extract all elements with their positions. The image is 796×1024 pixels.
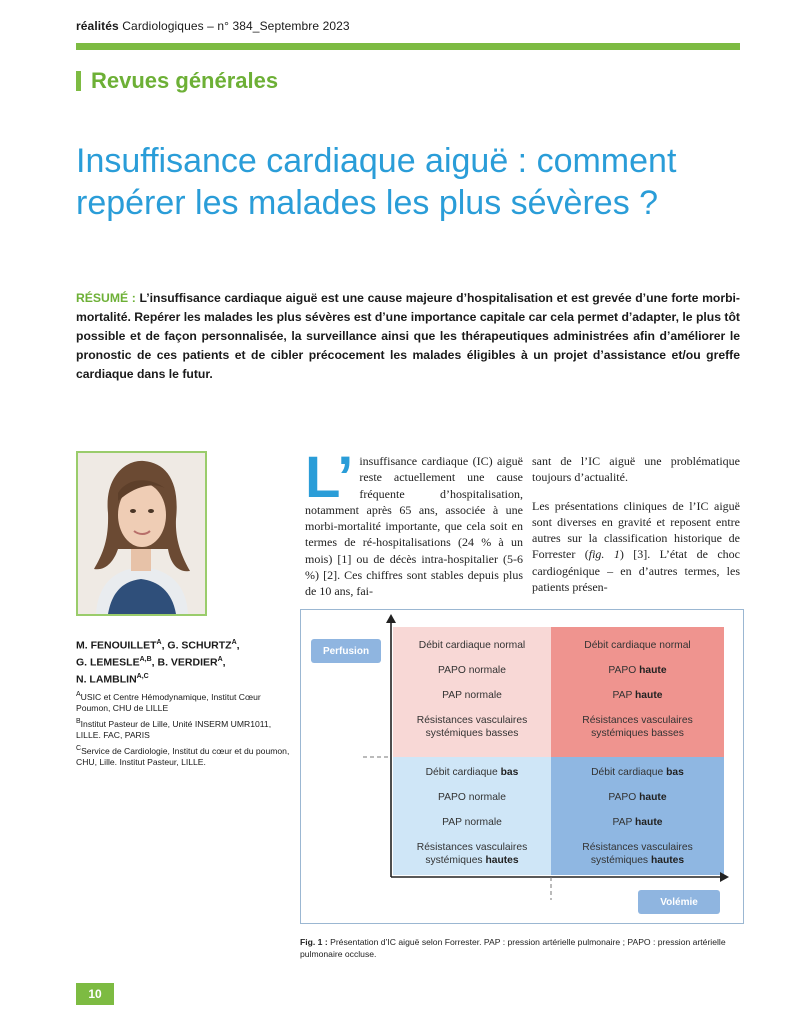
- body-text: ) [3]. L’état de choc cardiogénique – en d’autres termes, les patients présen-: [532, 547, 740, 595]
- author-name: G. SCHURTZ: [167, 639, 232, 652]
- affiliation-sup: A: [76, 691, 81, 698]
- author-names: M. $FENOUILLET^A$, G. $SCHURTZ^A$, G. $LEMESLE^{A,B}$, B. $VERDIER^A$, N. $LAMBLIN^{A,C}$: [76, 639, 240, 686]
- quadrant-text: Résistances vasculaires: [416, 842, 528, 854]
- body-column-2: [532, 453, 740, 607]
- summary-text: L’insuffisance cardiaque aiguë est une cause majeure d’hospitalisation et est grevée d’une forte morbi-mortalité. Repérer les malades les plus sévères est d’une importance capitale car cela permet d’adapter, le plus tôt possible et de façon personnalisée, la surveillance ainsi que les thérapeutiques administrées afin d’améliorer le pronostic de ces patients et de cibler précocement les malades éligibles à un projet d’assistance et/ou greffe cardiaque dans le futur.: [76, 291, 740, 381]
- quadrant-emphasis: hautes: [485, 854, 519, 866]
- author-block: [76, 636, 296, 768]
- affiliation-text: Service de Cardiologie, Institut du cœur et du poumon, CHU, Lille. Institut Pasteur, LILLE.: [76, 745, 290, 767]
- quadrant-emphasis: haute: [635, 690, 663, 702]
- body-text: insuffisance cardiaque (IC) aiguë reste actuellement une cause fréquente d’hospitalisation, notamment après 65 ans, associée à une morbi-mortalité importante, que cela soit en termes de ré-hospitalisations (24 % à un mois) [1] ou de décès intra-hospitalier (5-6 %) [2]. Ces chiffres sont stables depuis plus de 10 ans, fai-: [305, 454, 523, 599]
- affiliation: [76, 689, 296, 714]
- quadrant-text: PAP: [612, 817, 636, 829]
- quadrant-line: PAP normale: [442, 690, 502, 702]
- quadrant-text: systémiques basses: [425, 727, 519, 739]
- forrester-figure: [300, 609, 744, 924]
- body-column-1: [305, 445, 523, 600]
- quadrant-emphasis: haute: [635, 817, 663, 829]
- rubric: [76, 68, 278, 94]
- quadrant-emphasis: hautes: [650, 854, 685, 866]
- rubric-marker: [76, 71, 81, 91]
- journal-header: [76, 19, 350, 33]
- quadrant-emphasis: bas: [500, 767, 519, 778]
- y-axis-label: Perfusion: [311, 639, 381, 663]
- author-name: B. VERDIER: [157, 656, 218, 669]
- body-paragraph: sant de l’IC aiguë une problématique toujours d’actualité.: [532, 454, 740, 485]
- quadrant-text: systémiques basses: [591, 727, 684, 739]
- header-rule: [76, 43, 740, 50]
- quadrant-line: Débit cardiaque normal: [418, 640, 526, 651]
- affiliation-sup: B: [76, 717, 81, 725]
- quadrant-text: Résistances vasculaires: [416, 715, 528, 727]
- quadrant-text: Débit cardiaque: [425, 767, 501, 778]
- author-affil-sup: A: [156, 639, 162, 646]
- figure-reference: fig. 1: [588, 547, 620, 562]
- article-title: Insuffisance cardiaque aiguë : comment repérer les malades les plus sévères ?: [76, 142, 677, 222]
- quadrant-text: systémiques: [590, 854, 651, 866]
- quadrant-text: systémiques: [425, 854, 486, 866]
- summary: [76, 289, 740, 384]
- author-affil-sup: A,C: [136, 673, 149, 680]
- body-text: Les présentations cliniques de l’IC aiguë sont diverses en gravité et reposent entre autres sur la classification historique de Forrester (: [532, 498, 740, 562]
- author-affil-sup: A: [231, 639, 237, 646]
- caption-lead: Fig. 1 :: [300, 937, 328, 947]
- journal-issue: Cardiologiques – n° 384_Septembre 2023: [118, 19, 350, 33]
- affiliation-text: USIC et Centre Hémodynamique, Institut Cœur Poumon, CHU de LILLE: [76, 691, 261, 713]
- quadrant-text: PAPO: [608, 792, 640, 804]
- journal-brand: réalités: [76, 19, 119, 33]
- author-photo: [76, 451, 207, 616]
- quadrant-text: Débit cardiaque: [591, 767, 667, 778]
- quadrant-emphasis: bas: [666, 767, 684, 778]
- caption-text: Présentation d’IC aiguë selon Forrester. PAP : pression artérielle pulmonaire ; PAPO : pression artérielle pulmonaire occluse.: [300, 937, 726, 959]
- author-name: N. LAMBLIN: [76, 673, 137, 686]
- author-name: G. LEMESLE: [76, 656, 140, 669]
- quadrant-emphasis: haute: [639, 665, 667, 677]
- quadrant-line: PAPO normale: [438, 792, 506, 804]
- affiliation: [76, 743, 296, 768]
- dropcap: L’: [305, 445, 354, 510]
- quadrant-line: PAP normale: [442, 817, 502, 829]
- author-portrait-image: [78, 453, 205, 614]
- quadrant-line: PAPO normale: [438, 665, 506, 677]
- author-affil-sup: A: [217, 656, 223, 663]
- figure-caption: [300, 936, 744, 960]
- body-paragraph: [532, 498, 740, 596]
- summary-lead: RÉSUMÉ :: [76, 291, 136, 305]
- page-number: 10: [76, 983, 114, 1005]
- quadrant-text: PAP: [612, 690, 636, 702]
- quadrant-emphasis: haute: [639, 792, 667, 804]
- affiliation-text: Institut Pasteur de Lille, Unité INSERM UMR1011, LILLE. FAC, PARIS: [76, 718, 272, 740]
- author-affil-sup: A,B: [139, 656, 152, 663]
- affiliation: [76, 716, 296, 741]
- quadrant-text: Résistances vasculaires: [582, 715, 693, 727]
- quadrant-line: Débit cardiaque normal: [584, 640, 691, 651]
- quadrant-text: PAPO: [608, 665, 640, 677]
- author-name: M. FENOUILLET: [76, 639, 157, 652]
- x-axis-arrow: [720, 872, 729, 882]
- rubric-label: Revues générales: [91, 68, 279, 93]
- y-axis-arrow: [386, 614, 396, 623]
- affiliation-sup: C: [76, 744, 82, 752]
- quadrant-text: Résistances vasculaires: [582, 842, 693, 854]
- x-axis-label: Volémie: [638, 890, 720, 914]
